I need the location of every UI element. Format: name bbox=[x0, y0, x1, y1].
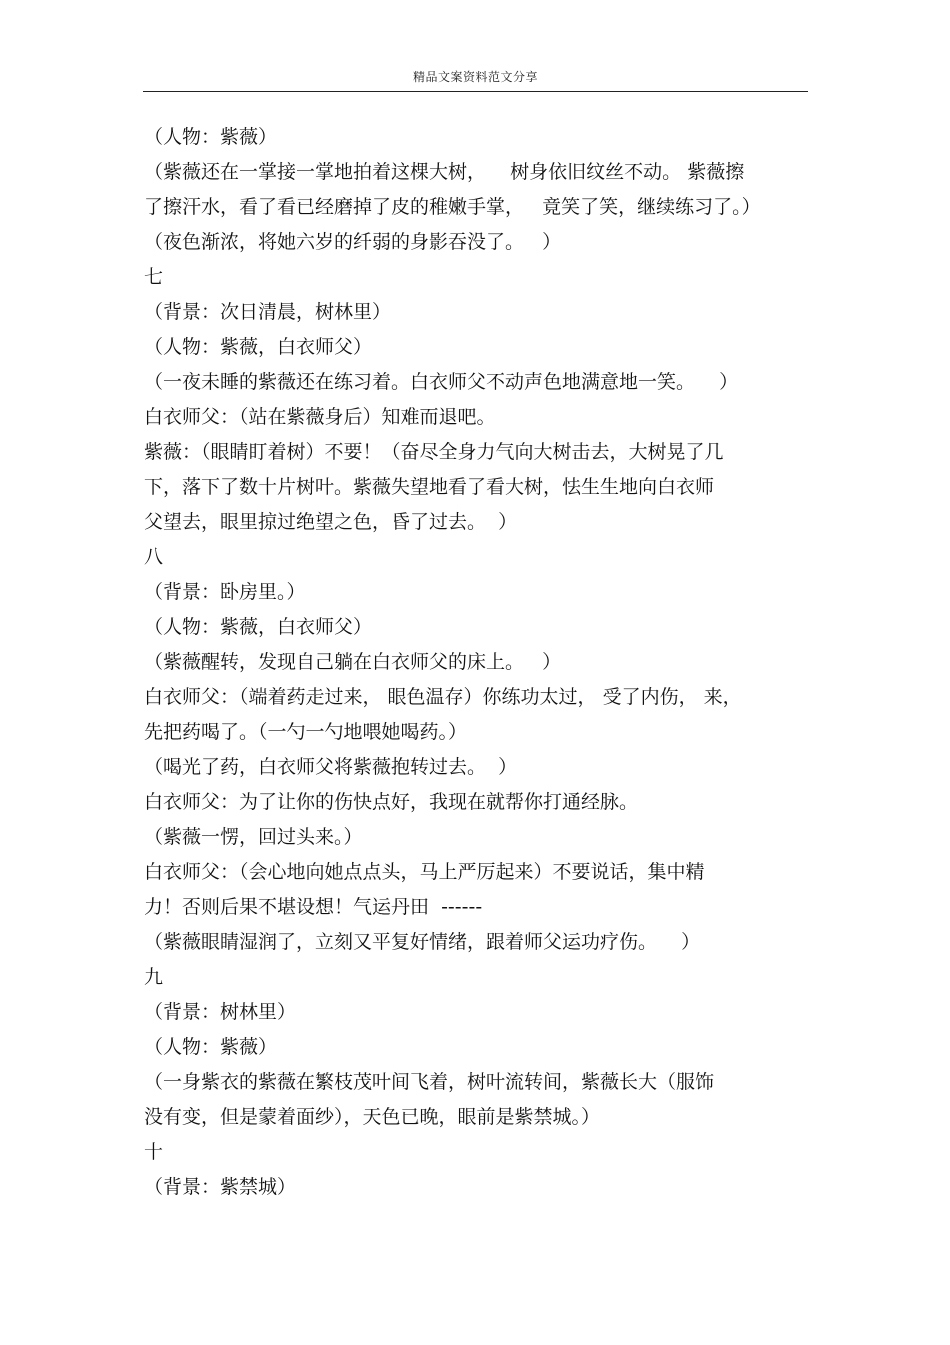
text-line: 白衣师父：（站在紫薇身后）知难而退吧。 bbox=[144, 406, 496, 428]
text-line: （背景：卧房里。） bbox=[144, 581, 306, 603]
text-line: （背景：紫禁城） bbox=[144, 1176, 297, 1198]
text-line: 力！否则后果不堪设想！气运丹田 ------ bbox=[144, 896, 483, 918]
text-line: 紫薇：（眼睛盯着树）不要！（奋尽全身力气向大树击去，大树晃了几 bbox=[144, 441, 724, 463]
text-line: （背景：次日清晨，树林里） bbox=[144, 301, 392, 323]
section-number: 八 bbox=[144, 546, 164, 568]
text-line: 白衣师父：为了让你的伤快点好，我现在就帮你打通经脉。 bbox=[144, 791, 639, 813]
text-line: 白衣师父：（端着药走过来， 眼色温存）你练功太过， 受了内伤， 来， bbox=[144, 686, 742, 708]
text-line: （一身紫衣的紫薇在繁枝茂叶间飞着，树叶流转间，紫薇长大（服饰 bbox=[144, 1071, 715, 1093]
text-line: 父望去，眼里掠过绝望之色，昏了过去。 ） bbox=[144, 511, 518, 533]
text-line: （人物：紫薇，白衣师父） bbox=[144, 616, 373, 638]
text-line: （喝光了药，白衣师父将紫薇抱转过去。 ） bbox=[144, 756, 518, 778]
section-number: 十 bbox=[144, 1141, 164, 1163]
text-line: 了擦汗水，看了看已经磨掉了皮的稚嫩手掌， 竟笑了笑，继续练习了。） bbox=[144, 196, 761, 218]
text-line: （紫薇醒转，发现自己躺在白衣师父的床上。 ） bbox=[144, 651, 562, 673]
header-title: 精品文案资料范文分享 bbox=[412, 70, 538, 84]
text-line: （紫薇眼睛湿润了，立刻又平复好情绪，跟着师父运功疗伤。 ） bbox=[144, 931, 701, 953]
text-line: （人物：紫薇） bbox=[144, 1036, 278, 1058]
text-line: 下，落下了数十片树叶。紫薇失望地看了看大树，怯生生地向白衣师 bbox=[144, 476, 715, 498]
text-line: （背景：树林里） bbox=[144, 1001, 297, 1023]
text-line: 白衣师父：（会心地向她点点头，马上严厉起来）不要说话，集中精 bbox=[144, 861, 705, 883]
page-header bbox=[143, 62, 808, 92]
text-line: （人物：紫薇，白衣师父） bbox=[144, 336, 373, 358]
text-line: （人物：紫薇） bbox=[144, 126, 278, 148]
section-number: 七 bbox=[144, 266, 164, 288]
section-number: 九 bbox=[144, 966, 164, 988]
text-line: （紫薇一愣，回过头来。） bbox=[144, 826, 363, 848]
text-line: （紫薇还在一掌接一掌地拍着这棵大树， 树身依旧纹丝不动。 紫薇擦 bbox=[144, 161, 745, 183]
text-line: （一夜未睡的紫薇还在练习着。白衣师父不动声色地满意地一笑。 ） bbox=[144, 371, 739, 393]
text-line: 先把药喝了。（一勺一勺地喂她喝药。） bbox=[144, 721, 468, 743]
document-body bbox=[144, 120, 824, 1205]
text-line: 没有变，但是蒙着面纱），天色已晚，眼前是紫禁城。） bbox=[144, 1106, 601, 1128]
text-line: （夜色渐浓，将她六岁的纤弱的身影吞没了。 ） bbox=[144, 231, 562, 253]
